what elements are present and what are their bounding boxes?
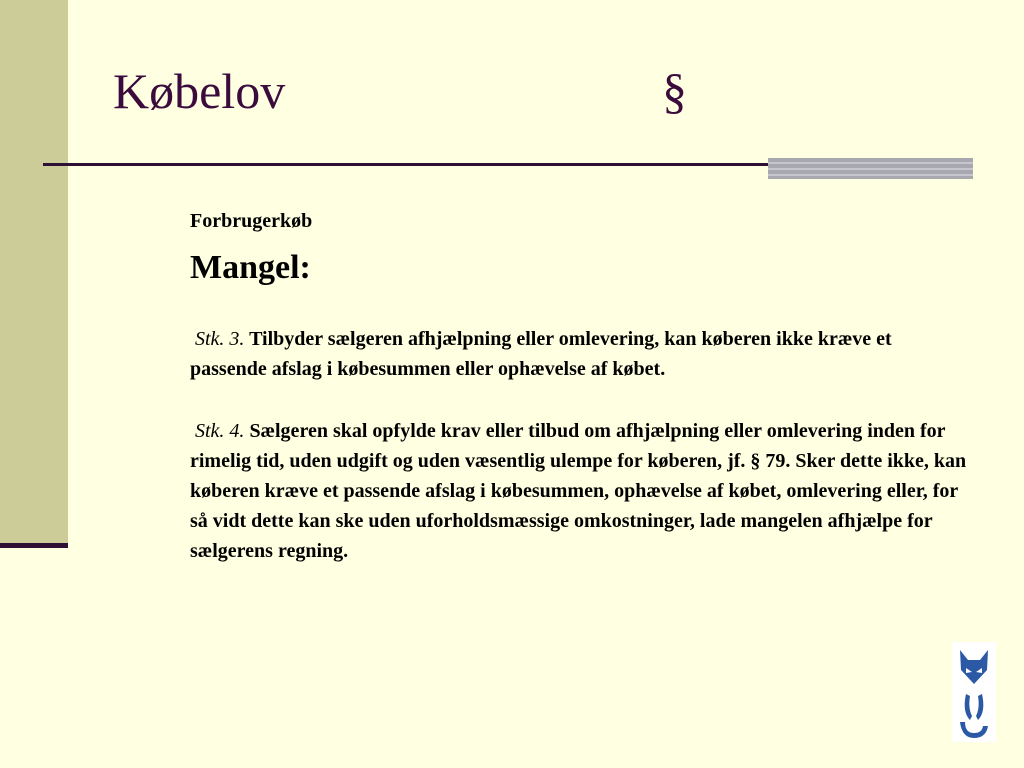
- paragraph-symbol: §: [662, 63, 687, 119]
- slide-content: [190, 208, 970, 566]
- stk-label: Stk. 4.: [195, 420, 245, 442]
- stk-label: Stk. 3.: [195, 328, 245, 350]
- paragraph-text: Tilbyder sælgeren afhjælpning eller omlevering, kan køberen ikke kræve et passende afslag i købesummen eller ophævelse af købet.: [190, 328, 892, 380]
- slide-title: Købelov: [113, 63, 286, 119]
- paragraph-stk-3: [190, 324, 970, 384]
- paragraph-stk-4: [190, 416, 970, 566]
- section-heading: Mangel:: [190, 249, 311, 286]
- slide-subtitle: Forbrugerkøb: [190, 210, 313, 232]
- left-accent-rule: [0, 543, 68, 548]
- title-divider: [43, 163, 768, 166]
- paragraph-text: Sælgeren skal opfylde krav eller tilbud om afhjælpning eller omlevering inden for rimelig tid, uden udgift og uden væsentlig ulempe for køberen, jf. § 79. Sker dette ikke, kan køberen kræve et passende afslag i købesummen, ophævelse af købet, omlevering eller, for så vidt dette kan ske uden uforholdsmæssige omkostninger, lade mangelen afhjælpe for sælgerens regning.: [190, 420, 967, 562]
- fox-and-hare-logo-icon: [952, 642, 996, 742]
- left-accent-bar: [0, 0, 68, 543]
- decorative-grey-bar: [768, 158, 973, 179]
